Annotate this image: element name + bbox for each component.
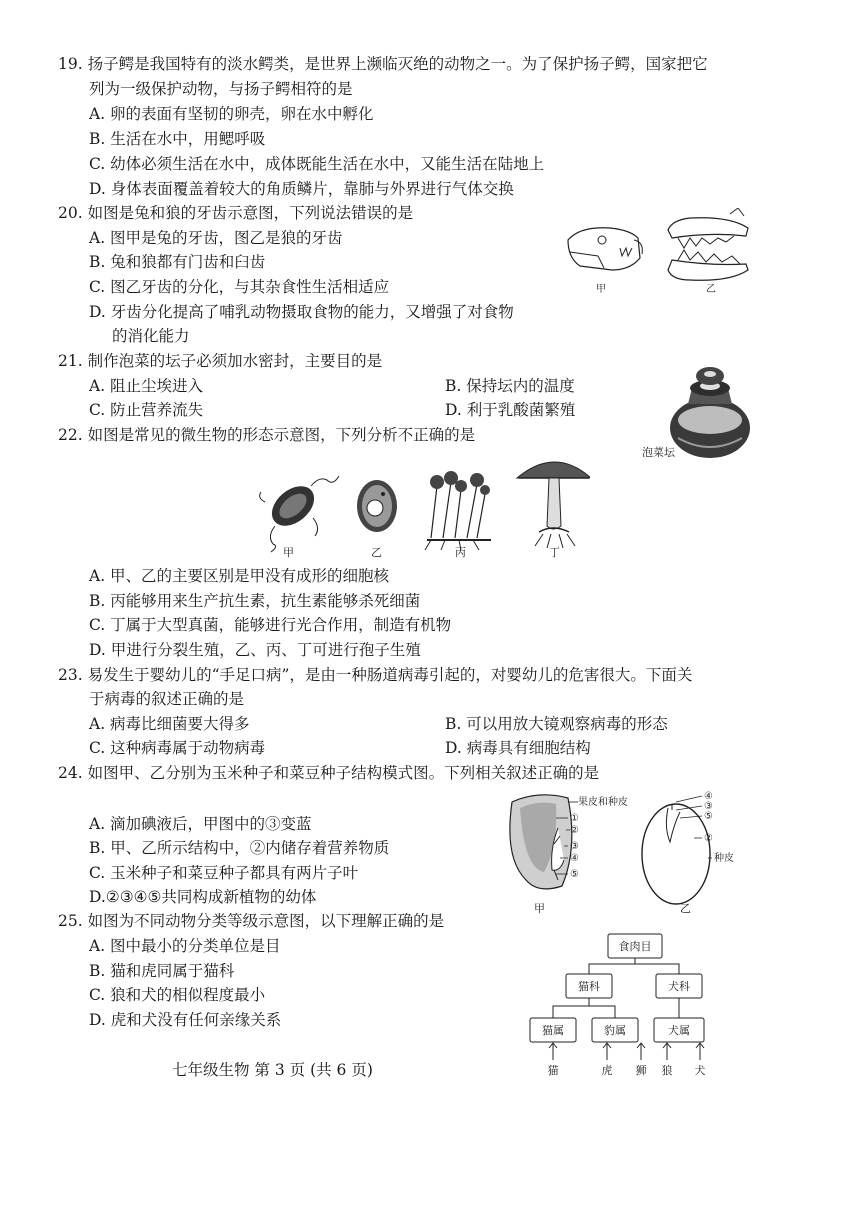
mushroom-drawing — [517, 462, 590, 548]
q19-option-a: A. 卵的表面有坚韧的卵壳，卵在水中孵化 — [89, 105, 374, 123]
q24-fig-name-jia: 甲 — [534, 902, 545, 915]
q21-option-d: D. 利于乳酸菌繁殖 — [445, 401, 576, 419]
q22-option-b: B. 丙能够用来生产抗生素，抗生素能够杀死细菌 — [89, 592, 421, 610]
q25-option-c: C. 狼和犬的相似程度最小 — [89, 986, 266, 1004]
q24-yi-label-2: ② — [704, 833, 713, 844]
tree-animal-lion: 狮 — [635, 1064, 647, 1077]
q21-stem: 21. 制作泡菜的坛子必须加水密封，主要目的是 — [58, 352, 383, 370]
q19-stem-line1: 19. 扬子鳄是我国特有的淡水鳄类，是世界上濒临灭绝的动物之一。为了保护扬子鳄，国家把它 — [58, 55, 708, 73]
q20-fig-label-yi: 乙 — [706, 284, 716, 295]
q24-jia-label-5: ⑤ — [570, 869, 579, 880]
q25-stem: 25. 如图为不同动物分类等级示意图，以下理解正确的是 — [58, 912, 445, 930]
q23-option-d: D. 病毒具有细胞结构 — [445, 739, 591, 757]
tree-family-cat: 猫科 — [578, 980, 600, 993]
q24-jia-label-2: ② — [570, 825, 579, 836]
q25-option-d: D. 虎和犬没有任何亲缘关系 — [89, 1011, 282, 1029]
q22-option-c: C. 丁属于大型真菌，能够进行光合作用，制造有机物 — [89, 616, 452, 634]
q23-stem-line2: 于病毒的叙述正确的是 — [89, 690, 245, 708]
q20-stem: 20. 如图是兔和狼的牙齿示意图，下列说法错误的是 — [58, 204, 414, 222]
q24-stem: 24. 如图甲、乙分别为玉米种子和菜豆种子结构模式图。下列相关叙述正确的是 — [58, 764, 600, 782]
tree-animal-wolf: 狼 — [661, 1064, 673, 1077]
q25-option-b: B. 猫和虎同属于猫科 — [89, 962, 235, 980]
tree-order: 食肉目 — [618, 940, 652, 953]
q24-seed-figure — [498, 788, 768, 918]
q24-option-d: D.②③④⑤共同构成新植物的幼体 — [89, 888, 317, 906]
yeast-drawing — [357, 480, 397, 532]
q22-fig-label-bing: 丙 — [455, 546, 466, 559]
q20-option-d-cont: 的消化能力 — [112, 327, 190, 345]
q22-option-a: A. 甲、乙的主要区别是甲没有成形的细胞核 — [89, 567, 390, 585]
tree-animal-cat: 猫 — [547, 1064, 559, 1077]
tree-family-dog: 犬科 — [668, 980, 690, 993]
q22-microbes-figure — [255, 446, 590, 562]
q24-yi-label-4: ④ — [704, 791, 713, 802]
q23-option-b: B. 可以用放大镜观察病毒的形态 — [445, 715, 668, 733]
bean-seed-drawing — [642, 804, 710, 904]
q20-option-d: D. 牙齿分化提高了哺乳动物摄取食物的能力，又增强了对食物 — [89, 303, 514, 321]
q21-fig-label: 泡菜坛 — [642, 446, 675, 459]
q21-pickle-jar-figure — [640, 360, 755, 465]
q20-teeth-figure — [560, 208, 760, 298]
q24-jia-label-3: ③ — [570, 841, 579, 852]
tree-animal-dog: 犬 — [694, 1064, 706, 1077]
q24-yi-label-5: ⑤ — [704, 811, 713, 822]
q21-option-a: A. 阻止尘埃进入 — [89, 377, 204, 395]
corn-seed-drawing — [510, 795, 572, 889]
q19-option-b: B. 生活在水中，用鳃呼吸 — [89, 130, 266, 148]
q22-fig-label-ding: 丁 — [549, 546, 560, 559]
q22-option-d: D. 甲进行分裂生殖，乙、丙、丁可进行孢子生殖 — [89, 641, 421, 659]
q24-yi-label-3: ③ — [704, 801, 713, 812]
q19-option-d: D. 身体表面覆盖着较大的角质鳞片，靠肺与外界进行气体交换 — [89, 180, 514, 198]
page-footer: 七年级生物 第 3 页 (共 6 页) — [172, 1061, 373, 1079]
q23-option-c: C. 这种病毒属于动物病毒 — [89, 739, 266, 757]
tree-genus-canis: 犬属 — [668, 1024, 690, 1037]
q24-jia-label-pericarp: 果皮和种皮 — [578, 797, 628, 808]
q22-fig-label-jia: 甲 — [283, 546, 294, 559]
q20-option-a: A. 图甲是兔的牙齿，图乙是狼的牙齿 — [89, 229, 343, 247]
q20-option-b: B. 兔和狼都有门齿和臼齿 — [89, 253, 266, 271]
tree-animal-tiger: 虎 — [601, 1064, 613, 1077]
q23-stem-line1: 23. 易发生于婴幼儿的“手足口病”，是由一种肠道病毒引起的，对婴幼儿的危害很大。下面关 — [58, 666, 693, 684]
q21-option-b: B. 保持坛内的温度 — [445, 377, 575, 395]
q24-jia-label-1: ① — [570, 813, 579, 824]
mold-drawing — [425, 471, 491, 550]
bacterium-drawing — [260, 476, 339, 552]
tree-genus-panthera: 豹属 — [604, 1024, 626, 1037]
q19-stem-line2: 列为一级保护动物，与扬子鳄相符的是 — [89, 80, 353, 98]
q22-fig-label-yi: 乙 — [371, 546, 382, 559]
q24-fig-name-yi: 乙 — [680, 902, 691, 915]
q24-yi-label-seedcoat: 种皮 — [714, 853, 734, 864]
tree-genus-felis: 猫属 — [542, 1024, 564, 1037]
q24-option-b: B. 甲、乙所示结构中，②内储存着营养物质 — [89, 839, 390, 857]
q20-fig-label-jia: 甲 — [596, 284, 606, 295]
q20-option-c: C. 图乙牙齿的分化，与其杂食性生活相适应 — [89, 278, 390, 296]
q25-option-a: A. 图中最小的分类单位是目 — [89, 937, 281, 955]
q24-option-c: C. 玉米种子和菜豆种子都具有两片子叶 — [89, 864, 359, 882]
q23-option-a: A. 病毒比细菌要大得多 — [89, 715, 250, 733]
q21-option-c: C. 防止营养流失 — [89, 401, 204, 419]
q24-option-a: A. 滴加碘液后，甲图中的③变蓝 — [89, 815, 312, 833]
q25-taxonomy-tree — [528, 930, 738, 1080]
q19-option-c: C. 幼体必须生活在水中，成体既能生活在水中，又能生活在陆地上 — [89, 155, 545, 173]
q22-stem: 22. 如图是常见的微生物的形态示意图，下列分析不正确的是 — [58, 426, 476, 444]
q24-jia-label-4: ④ — [570, 853, 579, 864]
